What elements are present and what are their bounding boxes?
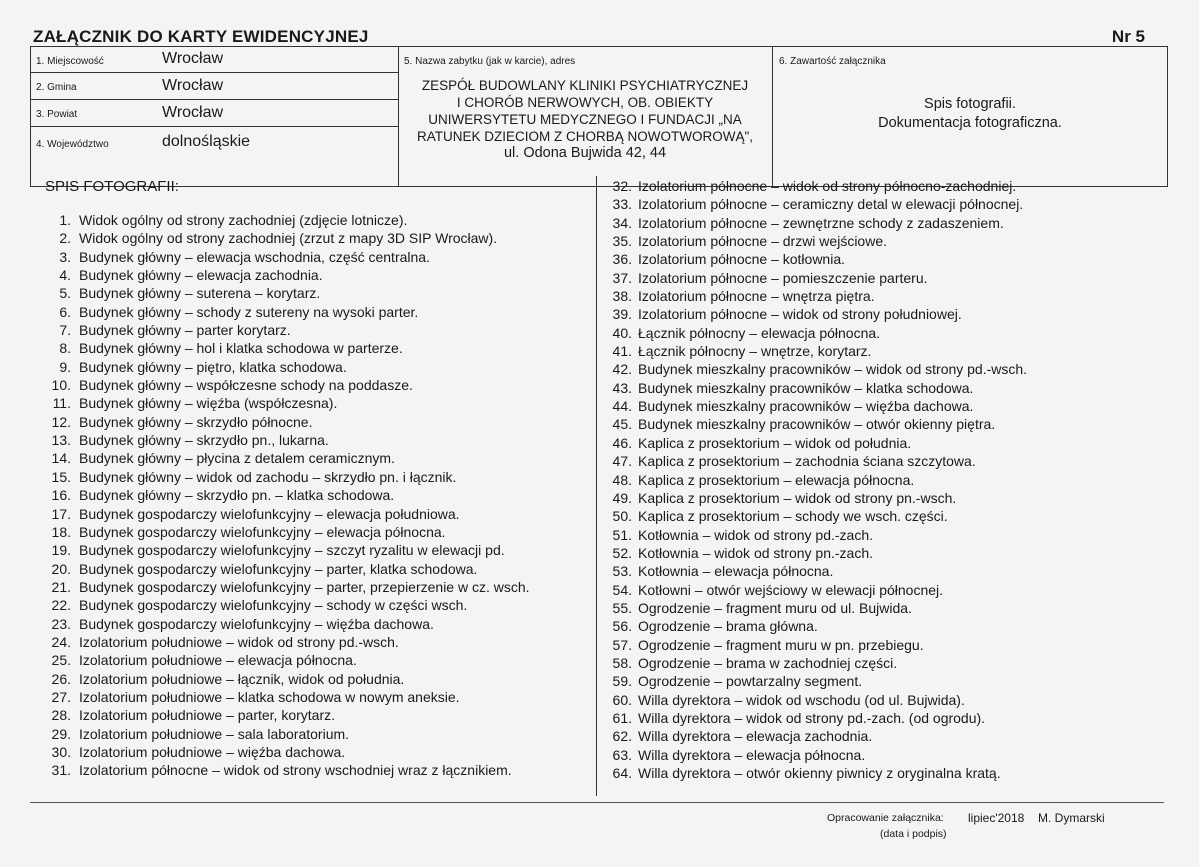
photo-number: 9. [59,358,71,375]
photo-description: Budynek główny – widok od zachodu – skrzydło pn. i łącznik. [79,468,457,485]
photo-list-left [44,211,530,780]
photo-description: Budynek mieszkalny pracowników – klatka schodowa. [638,379,974,396]
photo-number: 35. [612,233,632,250]
footer-divider [30,802,1164,803]
photo-list-item [44,321,530,339]
photo-description: Izolatorium północne – widok od strony południowej. [638,306,962,323]
photo-description: Ogrodzenie – fragment muru od ul. Bujwida. [638,599,912,616]
photo-number: 28. [51,707,71,724]
photo-list-item [44,615,530,633]
contents-line: Dokumentacja fotograficzna. [878,115,1062,131]
photo-list-item [612,434,1027,452]
photo-description: Willa dyrektora – elewacja zachodnia. [638,728,873,745]
photo-number: 60. [612,691,632,708]
photo-list-item [44,596,530,614]
photo-description: Budynek gospodarczy wielofunkcyjny – parter, klatka schodowa. [79,560,478,577]
photo-description: Budynek główny – parter korytarz. [79,322,291,339]
photo-description: Budynek główny – hol i klatka schodowa w parterze. [79,340,403,357]
photo-number: 30. [51,743,71,760]
photo-list-item [612,452,1027,470]
photo-list-item [44,688,530,706]
photo-description: Willa dyrektora – widok od strony pd.-zach. (od ogrodu). [638,709,986,726]
photo-list-right [612,177,1027,782]
monument-line: I CHORÓB NERWOWYCH, OB. OBIEKTY [456,95,714,110]
photo-description: Kotłownia – elewacja północna. [638,563,834,580]
photo-list-item [612,471,1027,489]
photo-list-item [612,324,1027,342]
photo-number: 2. [59,230,71,247]
photo-list-item [44,376,530,394]
photo-description: Izolatorium północne – kotłownia. [638,251,846,268]
photo-description: Willa dyrektora – widok od wschodu (od ul. Bujwida). [638,691,965,708]
photo-list-item [612,232,1027,250]
photo-list-item [612,379,1027,397]
contents-text [773,95,1167,133]
photo-number: 52. [612,544,632,561]
photo-list-item [612,691,1027,709]
photo-description: Izolatorium południowe – sala laboratorium. [79,725,350,742]
photo-description: Budynek główny – współczesne schody na poddasze. [79,377,413,394]
photo-list-item [612,654,1027,672]
photo-description: Budynek główny – elewacja zachodnia. [79,267,323,284]
photo-description: Budynek gospodarczy wielofunkcyjny – schody w części wsch. [79,597,468,614]
photo-number: 24. [51,633,71,650]
photo-description: Izolatorium północne – pomieszczenie parteru. [638,269,928,286]
photo-number: 15. [51,468,71,485]
photo-list-item [44,505,530,523]
monument-address: ul. Odona Bujwida 42, 44 [503,145,667,161]
location-label: 2. Gmina [36,82,77,93]
photo-number: 12. [51,413,71,430]
photo-description: Budynek mieszkalny pracowników – więźba dachowa. [638,398,974,415]
photo-list-item [44,560,530,578]
photo-list-item [44,706,530,724]
photo-list-item [612,269,1027,287]
photo-list-item [44,211,530,229]
photo-description: Izolatorium południowe – widok od strony pd.-wsch. [79,633,399,650]
photo-list-item [612,195,1027,213]
photo-description: Ogrodzenie – fragment muru w pn. przebiegu. [638,636,924,653]
monument-column [398,47,773,186]
photo-number: 17. [51,505,71,522]
photo-number: 63. [612,746,632,763]
photo-number: 19. [51,542,71,559]
photo-list-item [612,177,1027,195]
location-row-miejscowosc [31,47,398,73]
photo-description: Budynek gospodarczy wielofunkcyjny – parter, przepierzenie w cz. wsch. [79,578,530,595]
location-value: Wrocław [162,77,224,94]
photo-description: Izolatorium północne – widok od strony północno-zachodniej. [638,178,1017,194]
contents-label: 6. Zawartość załącznika [779,56,886,67]
photo-list-item [612,305,1027,323]
photo-list-item [44,486,530,504]
photo-list-item [44,670,530,688]
photo-number: 46. [612,434,632,451]
photo-number: 29. [51,725,71,742]
photo-description: Kaplica z prosektorium – widok od strony pn.-wsch. [638,489,957,506]
photo-list-item [44,761,530,779]
location-column [31,47,399,186]
monument-line: ZESPÓŁ BUDOWLANY KLINIKI PSYCHIATRYCZNEJ [421,78,749,93]
photo-number: 45. [612,416,632,433]
photo-list-item [44,743,530,761]
photo-number: 25. [51,652,71,669]
photo-description: Kaplica z prosektorium – widok od południa. [638,434,912,451]
photo-description: Izolatorium południowe – parter, korytarz. [79,707,336,724]
location-value: Wrocław [162,104,224,121]
photo-number: 56. [612,618,632,635]
photo-number: 11. [52,395,71,412]
photo-number: 6. [59,303,71,320]
photo-list-item [44,248,530,266]
monument-label: 5. Nazwa zabytku (jak w karcie), adres [404,56,576,67]
photo-number: 16. [51,487,71,504]
photo-description: Willa dyrektora – elewacja północna. [638,746,866,763]
photo-list-item [612,617,1027,635]
photo-list-item [612,526,1027,544]
footer-author: M. Dymarski [1038,811,1105,825]
photo-number: 42. [612,361,632,378]
photo-list-item [612,764,1027,782]
photo-description: Izolatorium południowe – więźba dachowa. [79,743,346,760]
photo-number: 27. [51,688,71,705]
photo-list-item [612,360,1027,378]
photo-list-item [44,394,530,412]
photo-description: Budynek główny – więźba (współczesna). [79,395,338,412]
photo-number: 53. [612,563,632,580]
photo-description: Budynek główny – piętro, klatka schodowa. [79,358,347,375]
photo-number: 4. [59,267,71,284]
location-row-gmina [31,73,398,100]
photo-number: 20. [51,560,71,577]
photo-list-item [612,636,1027,654]
photo-number: 62. [612,728,632,745]
photo-description: Ogrodzenie – brama główna. [638,618,818,635]
photo-number: 13. [51,432,71,449]
photo-number: 50. [612,508,632,525]
photo-description: Widok ogólny od strony zachodniej (zdjęcie lotnicze). [79,212,408,228]
photo-number: 10. [51,377,71,394]
photo-number: 14. [51,450,71,467]
photo-number: 36. [612,251,632,268]
photo-description: Budynek główny – płycina z detalem ceramicznym. [79,450,395,467]
photo-number: 55. [612,599,632,616]
location-label: 1. Miejscowość [36,56,104,67]
monument-name [402,77,768,162]
photo-number: 37. [612,269,632,286]
photo-list-item [612,342,1027,360]
photo-list-item [44,303,530,321]
photo-list-item [44,431,530,449]
photo-list-item [612,544,1027,562]
photo-list-item [612,415,1027,433]
location-value: dolnośląskie [162,133,251,150]
photo-list-item [612,746,1027,764]
photo-description: Budynek główny – schody z sutereny na wysoki parter. [79,303,419,320]
photo-description: Izolatorium południowe – elewacja północna. [79,652,357,669]
photo-list-item [44,358,530,376]
photo-description: Ogrodzenie – brama w zachodniej części. [638,654,898,671]
photo-number: 3. [59,248,71,265]
column-divider [596,176,597,796]
photo-number: 32. [612,178,632,194]
photo-description: Izolatorium północne – wnętrza piętra. [638,288,875,305]
photo-number: 39. [612,306,632,323]
photo-description: Izolatorium północne – zewnętrzne schody z zadaszeniem. [638,214,1004,231]
photo-description: Kotłownia – widok od strony pn.-zach. [638,544,874,561]
photo-list-item [44,413,530,431]
photo-number: 21. [51,578,71,595]
photo-number: 44. [612,398,632,415]
photo-description: Budynek gospodarczy wielofunkcyjny – szczyt ryzalitu w elewacji pd. [79,542,505,559]
photo-description: Izolatorium północne – drzwi wejściowe. [638,233,887,250]
photo-list-item [612,727,1027,745]
photo-list-item [44,468,530,486]
photo-number: 49. [612,489,632,506]
photo-description: Kotłowni – otwór wejściowy w elewacji północnej. [638,581,944,598]
photo-number: 58. [612,654,632,671]
location-label: 4. Województwo [36,139,109,150]
photo-description: Ogrodzenie – powtarzalny segment. [638,673,863,690]
photo-description: Kotłownia – widok od strony pd.-zach. [638,526,874,543]
photo-list-item [44,651,530,669]
photo-list-item [44,633,530,651]
photo-list-item [44,229,530,247]
photo-number: 18. [51,523,71,540]
photo-number: 57. [612,636,632,653]
photo-description: Izolatorium południowe – łącznik, widok od południa. [79,670,405,687]
photo-description: Łącznik północny – wnętrze, korytarz. [638,343,872,360]
photo-list-item [44,725,530,743]
photo-list-heading: SPIS FOTOGRAFII: [45,178,179,195]
photo-list-item [44,578,530,596]
photo-description: Budynek główny – suterena – korytarz. [79,285,321,302]
attachment-number: Nr 5 [1111,27,1145,46]
photo-list-item [44,541,530,559]
photo-list-item [612,599,1027,617]
photo-list-item [612,507,1027,525]
photo-number: 7. [59,322,71,339]
photo-list-item [612,250,1027,268]
photo-list-item [612,397,1027,415]
photo-description: Budynek mieszkalny pracowników – widok od strony pd.-wsch. [638,361,1028,378]
monument-line: RATUNEK DZIECIOM Z CHORBĄ NOWOTWOROWĄ", [416,129,754,144]
photo-number: 47. [612,453,632,470]
photo-list-item [44,266,530,284]
photo-list-item [44,339,530,357]
photo-description: Widok ogólny od strony zachodniej (zrzut z mapy 3D SIP Wrocław). [79,230,498,247]
photo-number: 1. [59,212,71,228]
photo-number: 34. [612,214,632,231]
photo-description: Budynek mieszkalny pracowników – otwór okienny piętra. [638,416,996,433]
photo-number: 61. [612,709,632,726]
location-label: 3. Powiat [36,109,78,120]
location-row-powiat [31,100,398,127]
photo-number: 22. [51,597,71,614]
photo-description: Budynek gospodarczy wielofunkcyjny – więźba dachowa. [79,615,434,632]
photo-number: 43. [612,379,632,396]
photo-description: Budynek główny – elewacja wschodnia, część centralna. [79,248,430,265]
photo-number: 64. [612,765,632,781]
location-value: Wrocław [162,50,224,67]
photo-description: Izolatorium południowe – klatka schodowa w nowym aneksie. [79,688,460,705]
photo-list-item [612,562,1027,580]
photo-description: Łącznik północny – elewacja północna. [638,324,881,341]
photo-number: 40. [612,324,632,341]
photo-description: Budynek główny – skrzydło pn. – klatka schodowa. [79,487,395,504]
photo-list-item [612,287,1027,305]
photo-description: Budynek główny – skrzydło północne. [79,413,313,430]
photo-description: Izolatorium północne – ceramiczny detal w elewacji północnej. [638,196,1024,213]
photo-number: 48. [612,471,632,488]
photo-description: Kaplica z prosektorium – zachodnia ściana szczytowa. [638,453,976,470]
photo-number: 38. [612,288,632,305]
photo-description: Budynek gospodarczy wielofunkcyjny – elewacja południowa. [79,505,460,522]
photo-list-item [612,581,1027,599]
photo-description: Willa dyrektora – otwór okienny piwnicy z oryginalna kratą. [638,765,1001,781]
photo-description: Budynek główny – skrzydło pn., lukarna. [79,432,329,449]
photo-number: 31. [51,762,71,779]
footer-date: lipiec'2018 [968,811,1025,825]
photo-number: 8. [59,340,71,357]
photo-description: Kaplica z prosektorium – elewacja północna. [638,471,915,488]
footer-label: Opracowanie załącznika: [827,812,944,824]
photo-number: 5. [59,285,71,302]
footer-sublabel: (data i podpis) [880,828,947,840]
photo-list-item [44,523,530,541]
photo-number: 41. [612,343,632,360]
photo-number: 26. [51,670,71,687]
photo-number: 51. [612,526,632,543]
photo-number: 54. [612,581,632,598]
contents-column [773,47,1167,186]
photo-number: 59. [612,673,632,690]
photo-list-item [44,449,530,467]
photo-number: 23. [51,615,71,632]
page-title: ZAŁĄCZNIK DO KARTY EWIDENCYJNEJ [33,27,369,46]
header-table [30,46,1168,187]
photo-list-item [612,709,1027,727]
photo-list-item [612,489,1027,507]
photo-list-item [612,672,1027,690]
monument-line: UNIWERSYTETU MEDYCZNEGO I FUNDACJI „NA [428,112,742,127]
contents-line: Spis fotografii. [924,96,1016,112]
photo-description: Kaplica z prosektorium – schody we wsch. części. [638,508,948,525]
photo-list-item [612,214,1027,232]
photo-description: Izolatorium północne – widok od strony wschodniej wraz z łącznikiem. [79,762,512,779]
photo-number: 33. [612,196,632,213]
photo-description: Budynek gospodarczy wielofunkcyjny – elewacja północna. [79,523,446,540]
photo-list-item [44,284,530,302]
